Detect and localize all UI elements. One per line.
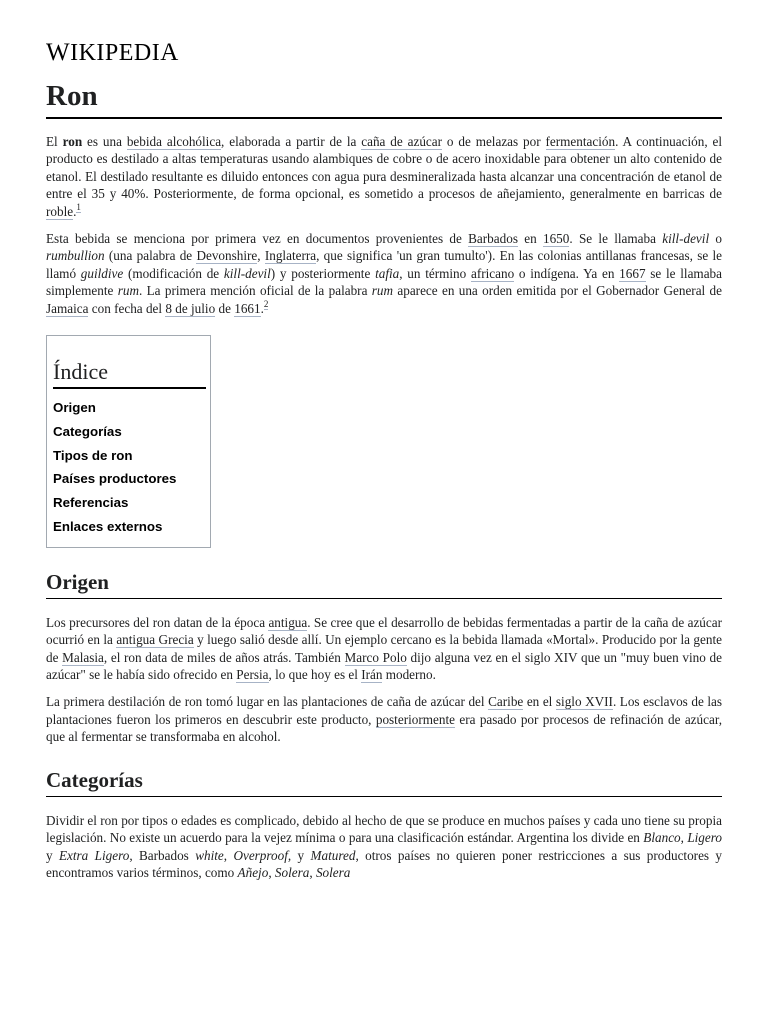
intro-paragraph-2: Esta bebida se menciona por primera vez en documentos provenientes de Barbados en 1650. Se le llamaba kill-devil o rumbullion (una palabra de Devonshire, Inglaterra, que significa 'un gran tumulto'). En las colonias antillanas francesas, se le llamó guildive (modificación de kill-devil) y posteriormente tafia, un término africano o indígena. Ya en 1667 se le llamaba simplemente rum. La primera mención oficial de la palabra rum aparece en una orden emitida por el Gobernador General de Jamaica con fecha del 8 de julio de 1661.$^2$ bbox=[46, 231, 723, 316]
table-of-contents bbox=[46, 335, 211, 548]
link-fermentacion[interactable]: fermentación bbox=[545, 134, 616, 149]
link-malasia[interactable]: Malasia bbox=[62, 649, 104, 665]
link-inglaterra[interactable]: Inglaterra bbox=[264, 248, 317, 264]
section-heading-categorias: Categorías bbox=[46, 768, 722, 797]
toc-item-tipos-de-ron[interactable]: Tipos de ron bbox=[53, 447, 133, 463]
toc-title: Índice bbox=[53, 358, 206, 389]
link-devonshire[interactable]: Devonshire bbox=[196, 248, 258, 264]
link-1661[interactable]: 1661 bbox=[234, 300, 261, 316]
toc-item-referencias[interactable]: Referencias bbox=[53, 495, 129, 511]
origen-paragraph-2: La primera destilación de ron tomó lugar en las plantaciones de caña de azúcar del Caribe en el siglo XVII. Los esclavos de las plantaciones fueron los primeros en descubrir este producto, posteriormente era pasado por procesos de refinación de azúcar, que al fermentar se transformaba en alcohol. bbox=[46, 694, 722, 745]
page-title: Ron bbox=[46, 78, 722, 119]
link-siglo-xvii[interactable]: siglo XVII bbox=[555, 694, 613, 710]
link-posteriormente[interactable]: posteriormente bbox=[375, 711, 455, 727]
link-marco-polo[interactable]: Marco Polo bbox=[344, 649, 407, 665]
intro-paragraph-1: El ron es una bebida alcohólica, elaborada a partir de la caña de azúcar o de melazas por fermentación. A continuación, el producto es destilado a altas temperaturas usando alambiques de cobre o de acero inoxidable para obtener un alto contenido de etanol. El destilado resultante es diluido entonces con agua pura desmineralizada hasta alcanzar una concentración de etanol de entre el 35 y 40%. Posteriormente, de forma opcional, es sometido a procesos de añejamiento, generalmente en barricas de roble.$^1$ bbox=[46, 134, 723, 219]
origen-paragraph-1: Los precursores del ron datan de la época antigua. Se cree que el desarrollo de bebidas fermentadas a partir de la caña de azúcar ocurrió en la antigua Grecia y luego salió desde allí. Un ejemplo cercano es la bebida llamada «Mortal». Producido por la gente de Malasia, el ron data de miles de años atrás. También Marco Polo dijo alguna vez en el siglo XIV que un "muy buen vino de azúcar" se le había sido ofrecido en Persia, lo que hoy es el Irán moderno. bbox=[46, 614, 722, 683]
link-roble[interactable]: roble bbox=[46, 203, 74, 219]
section-heading-origen: Origen bbox=[46, 570, 722, 599]
link-antigua-grecia[interactable]: antigua Grecia bbox=[116, 632, 194, 648]
link-1650[interactable]: 1650 bbox=[542, 231, 570, 247]
link-8-de-julio[interactable]: 8 de julio bbox=[165, 300, 216, 316]
toc-item-categorias[interactable]: Categorías bbox=[53, 423, 122, 439]
article-page bbox=[46, 0, 722, 881]
link-iran[interactable]: Irán bbox=[361, 667, 383, 683]
link-barbados[interactable]: Barbados bbox=[468, 231, 518, 247]
link-antigua[interactable]: antigua bbox=[268, 614, 308, 630]
link-caribe[interactable]: Caribe bbox=[488, 694, 524, 710]
link-cana-de-azucar[interactable]: caña de azúcar bbox=[361, 134, 443, 149]
link-1667[interactable]: 1667 bbox=[619, 265, 646, 281]
reference-2[interactable]: 2 bbox=[263, 299, 269, 310]
link-persia[interactable]: Persia bbox=[236, 667, 269, 683]
reference-1[interactable]: 1 bbox=[76, 202, 81, 213]
toc-item-paises-productores[interactable]: Países productores bbox=[53, 471, 177, 487]
toc-item-enlaces-externos[interactable]: Enlaces externos bbox=[53, 519, 163, 535]
toc-item-origen[interactable]: Origen bbox=[53, 400, 96, 416]
wikipedia-wordmark[interactable]: WIKIPEDIA bbox=[46, 39, 179, 66]
link-bebida-alcoholica[interactable]: bebida alcohólica bbox=[126, 134, 222, 149]
categorias-paragraph-1: Dividir el ron por tipos o edades es complicado, debido al hecho de que se produce en muchos países y cada uno tiene su propia legislación. No existe un acuerdo para la vejez mínima o para una clasificación estándar. Argentina los divide en Blanco, Ligero y Extra Ligero, Barbados white, Overproof, y Matured, otros países no quieren poner restricciones a sus productores y encontramos varios términos, como Añejo, Solera, Solera bbox=[46, 812, 723, 880]
link-africano[interactable]: africano bbox=[470, 265, 515, 281]
link-jamaica[interactable]: Jamaica bbox=[46, 300, 89, 316]
